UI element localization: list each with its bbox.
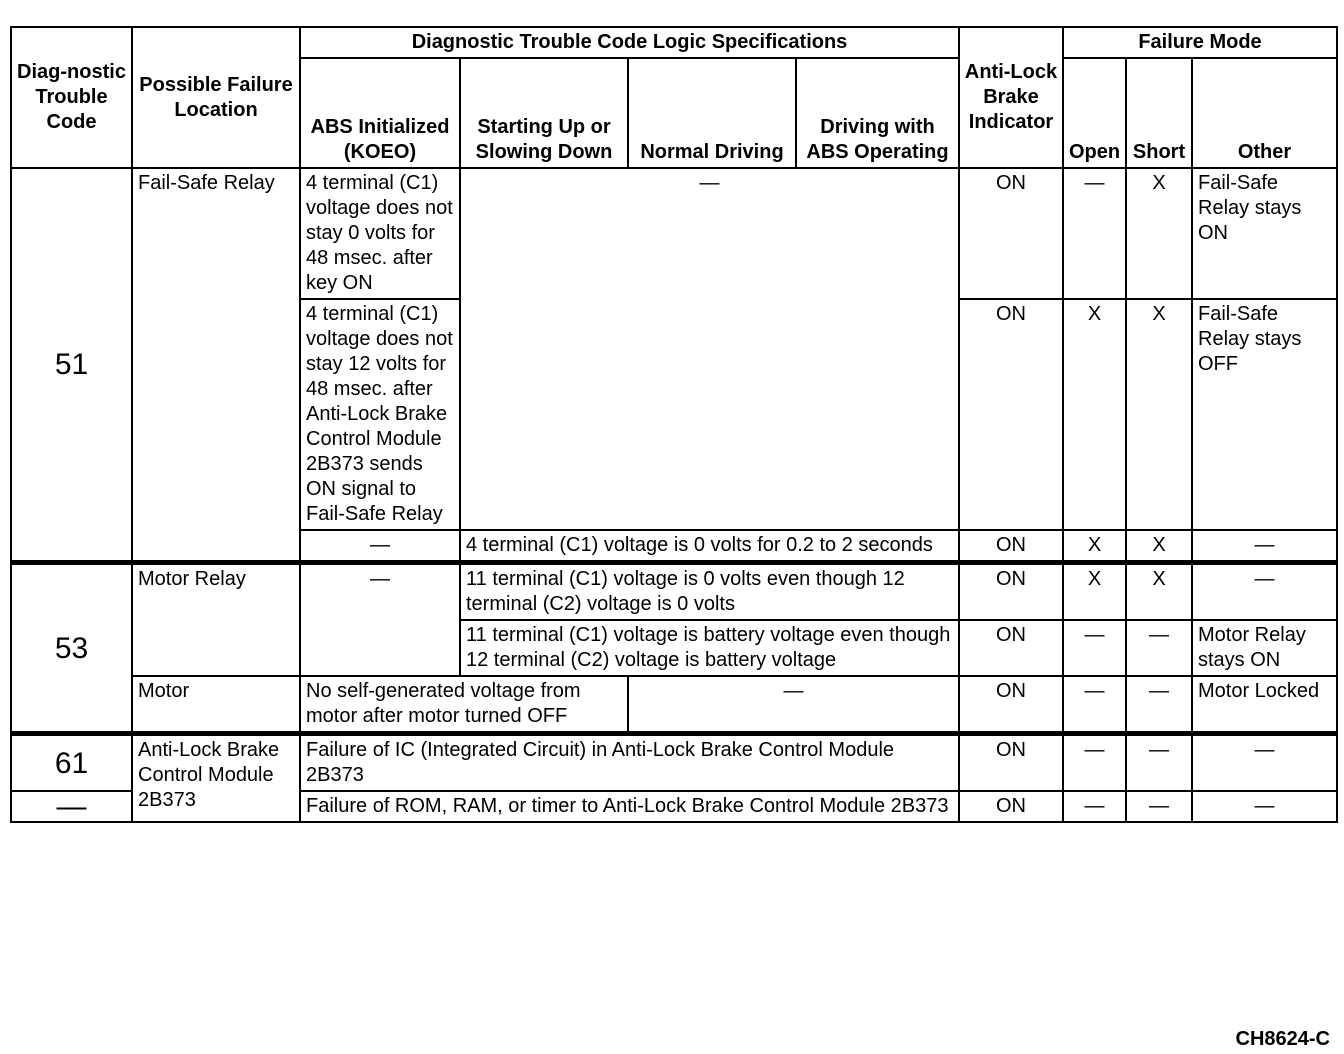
open-mark: — [1063, 734, 1126, 792]
open-mark: — [1063, 791, 1126, 822]
table-row [11, 676, 1337, 734]
other-mode: — [1192, 563, 1337, 621]
open-mark: — [1063, 620, 1126, 676]
indicator-status: ON [959, 734, 1063, 792]
indicator-status: ON [959, 620, 1063, 676]
figure-code: CH8624-C [1235, 1028, 1330, 1050]
failure-location: Motor Relay [132, 563, 300, 677]
abs-initialized-spec: No self-generated voltage from motor after motor turned OFF [300, 676, 628, 734]
other-mode: Fail-Safe Relay stays OFF [1192, 299, 1337, 530]
indicator-status: ON [959, 791, 1063, 822]
table-row [11, 563, 1337, 621]
table-row [11, 168, 1337, 299]
driving-spec: 11 terminal (C1) voltage is battery voltage even though 12 terminal (C2) voltage is battery voltage [460, 620, 959, 676]
abs-initialized-spec: — [300, 563, 460, 677]
open-mark: X [1063, 563, 1126, 621]
dtc-code: 51 [11, 168, 132, 563]
header-driving-abs: Driving with ABS Operating [796, 58, 959, 168]
header-short: Short [1126, 58, 1192, 168]
indicator-status: ON [959, 676, 1063, 734]
header-indicator: Anti-Lock Brake Indicator [959, 27, 1063, 168]
short-mark: — [1126, 676, 1192, 734]
failure-location: Anti-Lock Brake Control Module 2B373 [132, 734, 300, 823]
other-mode: — [1192, 734, 1337, 792]
indicator-status: ON [959, 563, 1063, 621]
short-mark: — [1126, 734, 1192, 792]
short-mark: X [1126, 563, 1192, 621]
dtc-code: 53 [11, 563, 132, 734]
indicator-status: ON [959, 168, 1063, 299]
header-normal-driving: Normal Driving [628, 58, 796, 168]
dtc-code: — [11, 791, 132, 822]
short-mark: — [1126, 791, 1192, 822]
header-logic-specifications: Diagnostic Trouble Code Logic Specifications [300, 27, 959, 58]
other-mode: — [1192, 530, 1337, 563]
dtc-spec-table [10, 26, 1338, 823]
dtc-spec-table-wrapper [10, 26, 1336, 823]
indicator-status: ON [959, 299, 1063, 530]
short-mark: X [1126, 530, 1192, 563]
other-mode: Fail-Safe Relay stays ON [1192, 168, 1337, 299]
header-other: Other [1192, 58, 1337, 168]
open-mark: — [1063, 168, 1126, 299]
header-failure-mode: Failure Mode [1063, 27, 1337, 58]
driving-spec: — [628, 676, 959, 734]
driving-spec: 11 terminal (C1) voltage is 0 volts even though 12 terminal (C2) voltage is 0 volts [460, 563, 959, 621]
driving-spec: 4 terminal (C1) voltage is 0 volts for 0.2 to 2 seconds [460, 530, 959, 563]
failure-location: Motor [132, 676, 300, 734]
short-mark: X [1126, 168, 1192, 299]
dash-mark: — [699, 172, 720, 194]
header-abs-initialized: ABS Initialized (KOEO) [300, 58, 460, 168]
other-mode: Motor Locked [1192, 676, 1337, 734]
header-open: Open [1063, 58, 1126, 168]
table-row [11, 734, 1337, 792]
open-mark: X [1063, 530, 1126, 563]
short-mark: — [1126, 620, 1192, 676]
open-mark: X [1063, 299, 1126, 530]
indicator-status: ON [959, 530, 1063, 563]
header-dtc: Diag-nostic Trouble Code [11, 27, 132, 168]
abs-initialized-spec: — [300, 530, 460, 563]
header-starting-up: Starting Up or Slowing Down [460, 58, 628, 168]
short-mark: X [1126, 299, 1192, 530]
logic-spec: Failure of ROM, RAM, or timer to Anti-Lock Brake Control Module 2B373 [300, 791, 959, 822]
abs-initialized-spec: 4 terminal (C1) voltage does not stay 0 volts for 48 msec. after key ON [300, 168, 460, 299]
other-mode: — [1192, 791, 1337, 822]
abs-initialized-spec: 4 terminal (C1) voltage does not stay 12 volts for 48 msec. after Anti-Lock Brake Control Module 2B373 sends ON signal to Fail-Safe Relay [300, 299, 460, 530]
failure-location: Fail-Safe Relay [132, 168, 300, 563]
logic-spec: Failure of IC (Integrated Circuit) in Anti-Lock Brake Control Module 2B373 [300, 734, 959, 792]
other-mode: Motor Relay stays ON [1192, 620, 1337, 676]
driving-spec [460, 168, 959, 530]
dtc-code: 61 [11, 734, 132, 792]
open-mark: — [1063, 676, 1126, 734]
header-possible-failure-location: Possible Failure Location [132, 27, 300, 168]
header-row-top [11, 27, 1337, 58]
